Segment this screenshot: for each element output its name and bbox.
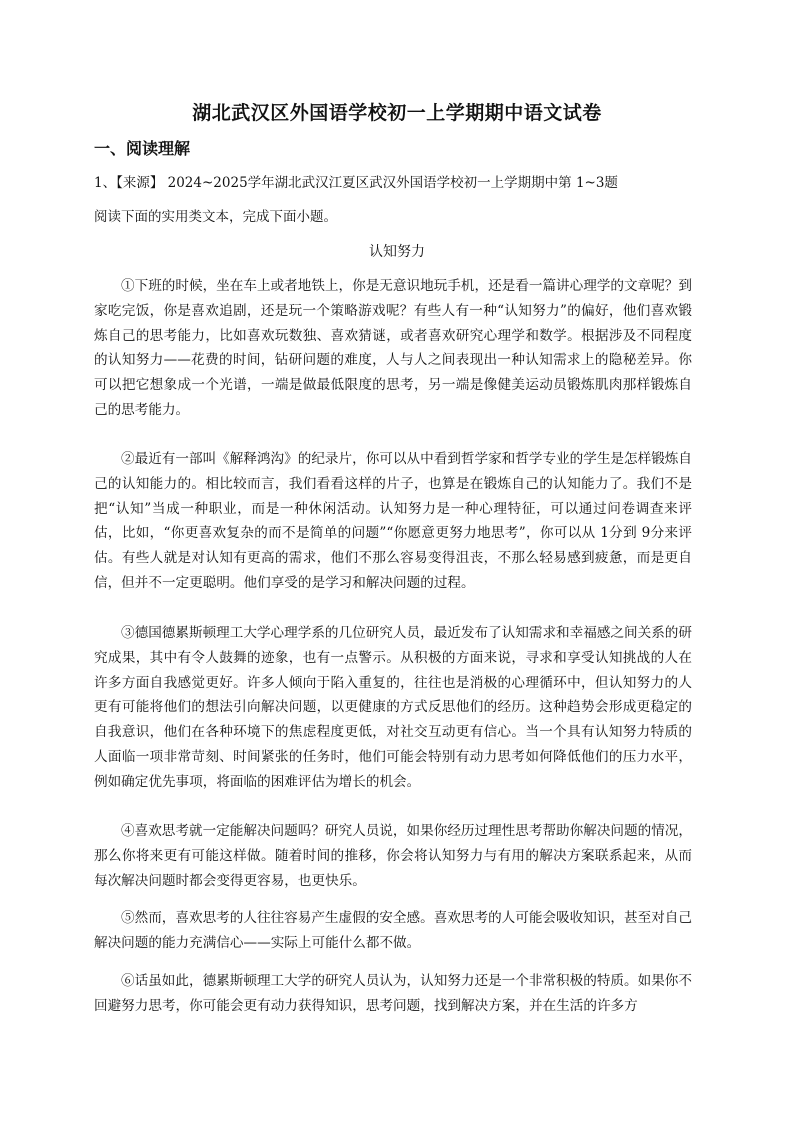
article-paragraph-1: ①下班的时候，坐在车上或者地铁上，你是无意识地玩手机，还是看一篇讲心理学的文章呢？到家吃完饭，你是喜欢追剧，还是玩一个策略游戏呢？有些人有一种“认知努力”的偏好，他们喜欢锻炼自己的思考能力，比如喜欢玩数独、喜欢猜谜，或者喜欢研究心理学和数学。根据涉及不同程度的认知努力——花费的时间，钻研问题的难度，人与人之间表现出一种认知需求上的隐秘差异。你可以把它想象成一个光谱，一端是做最低限度的思考，另一端是像健美运动员锻炼肌肉那样锻炼自己的思考能力。 <box>94 278 692 418</box>
reading-instruction: 阅读下面的实用类文本，完成下面小题。 <box>94 209 337 225</box>
article-paragraph-2: ②最近有一部叫《解释鸿沟》的纪录片，你可以从中看到哲学家和哲学专业的学生是怎样锻炼自己的认知能力的。相比较而言，我们看看这样的片子，也算是在锻炼自己的认知能力了。我们不是把“认知”当成一种职业，而是一种休闲活动。认知努力是一种心理特征，可以通过问卷调查来评估，比如，“你更喜欢复杂的而不是简单的问题”“你愿意更努力地思考”，你可以从 1分到 9分来评估。有些人就是对认知有更高的需求，他们不那么容易变得沮丧，不那么轻易感到疲惫，而是更自信，但并不一定更聪明。他们享受的是学习和解决问题的过程。 <box>94 451 692 591</box>
article-title: 认知努力 <box>369 244 425 260</box>
article-paragraph-3: ③德国德累斯顿理工大学心理学系的几位研究人员，最近发布了认知需求和幸福感之间关系的研究成果，其中有令人鼓舞的迹象，也有一点警示。从积极的方面来说，寻求和享受认知挑战的人在许多方面自我感觉更好。许多人倾向于陷入重复的，往往也是消极的心理循环中，但认知努力的人更有可能将他们的想法引向解决问题，以更健康的方式反思他们的经历。这种趋势会形成更稳定的自我意识，他们在各种环境下的焦虑程度更低，对社交互动更有信心。当一个具有认知努力特质的人面临一项非常苛刻、时间紧张的任务时，他们可能会特别有动力思考如何降低他们的压力水平，例如确定优先事项，将面临的困难评估为增长的机会。 <box>94 625 692 790</box>
document-title: 湖北武汉区外国语学校初一上学期期中语文试卷 <box>192 102 602 124</box>
article-paragraph-6: ⑥话虽如此，德累斯顿理工大学的研究人员认为，认知努力还是一个非常积极的特质。如果你不回避努力思考，你可能会更有动力获得知识，思考问题，找到解决方案，并在生活的许多方 <box>94 973 692 1014</box>
section-heading: 一、阅读理解 <box>94 139 191 158</box>
article-paragraph-4: ④喜欢思考就一定能解决问题吗？研究人员说，如果你经历过理性思考帮助你解决问题的情况，那么你将来更有可能这样做。随着时间的推移，你会将认知努力与有用的解决方案联系起来，从而每次解决问题时都会变得更容易，也更快乐。 <box>94 823 692 889</box>
article-paragraph-5: ⑤然而，喜欢思考的人往往容易产生虚假的安全感。喜欢思考的人可能会吸收知识，甚至对自己解决问题的能力充满信心——实际上可能什么都不做。 <box>94 910 692 951</box>
question-source-line: 1、【来源】 2024~2025学年湖北武汉江夏区武汉外国语学校初一上学期期中第 1~3题 <box>94 175 618 191</box>
